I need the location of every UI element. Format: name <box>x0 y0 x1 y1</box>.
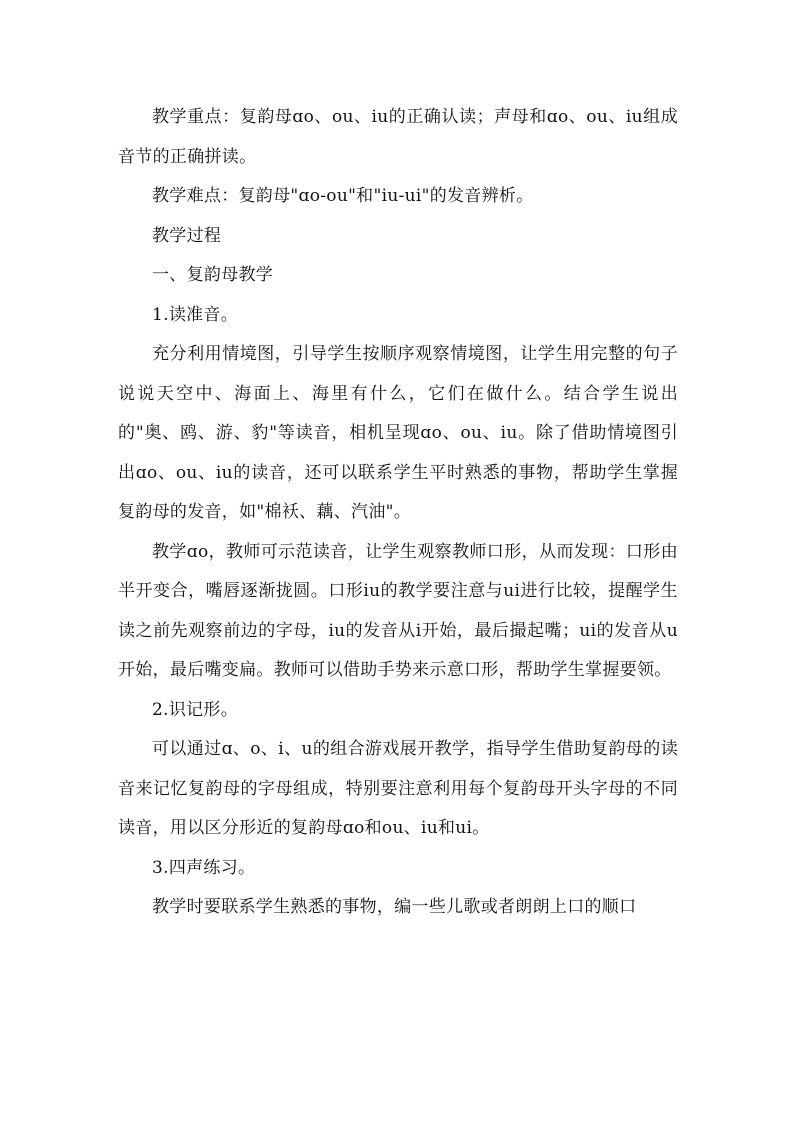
paragraph-rhymes: 教学时要联系学生熟悉的事物，编一些儿歌或者朗朗上口的顺口 <box>152 897 637 917</box>
paragraph-situation-image: 充分利用情境图，引导学生按顺序观察情境图，让学生用完整的句子说说天空中、海面上、海里有什么，它们在做什么。结合学生说出的"奥、鸥、游、豹"等读音，相机呈现ɑo、ou、iu。除了借助情境图引出ɑo、ou、iu的读音，还可以联系学生平时熟悉的事物，帮助学生掌握复韵母的发音，如"棉袄、藕、汽油"。 <box>118 344 678 522</box>
paragraph-teaching-difficulty: 教学难点：复韵母"ɑo-ou"和"iu-ui"的发音辨析。 <box>152 186 534 206</box>
document-body <box>118 98 678 928</box>
step-heading-four-tones: 3.四声练习。 <box>152 857 256 878</box>
step-heading-shape: 2.识记形。 <box>152 699 239 720</box>
paragraph-mouth-shape: 教学ɑo，教师可示范读音，让学生观察教师口形，从而发现：口形由半开变合，嘴唇逐渐拢圆。口形iu的教学要注意与ui进行比较，提醒学生读之前先观察前边的字母，iu的发音从i开始，最后撮起嘴；ui的发音从u开始，最后嘴变扁。教师可以借助手势来示意口形，帮助学生掌握要领。 <box>118 541 678 680</box>
paragraph-teaching-focus: 教学重点：复韵母ɑo、ou、iu的正确认读；声母和ɑo、ou、iu组成音节的正确拼读。 <box>118 107 678 167</box>
step-heading-pronunciation: 1.读准音。 <box>152 304 239 325</box>
subsection-heading-compound-finals: 一、复韵母教学 <box>152 265 274 285</box>
section-heading-teaching-process: 教学过程 <box>152 225 222 246</box>
paragraph-letter-game: 可以通过ɑ、o、i、u的组合游戏展开教学，指导学生借助复韵母的读音来记忆复韵母的字母组成，特别要注意利用每个复韵母开头字母的不同读音，用以区分形近的复韵母ɑo和ou、iu和ui。 <box>118 739 678 838</box>
